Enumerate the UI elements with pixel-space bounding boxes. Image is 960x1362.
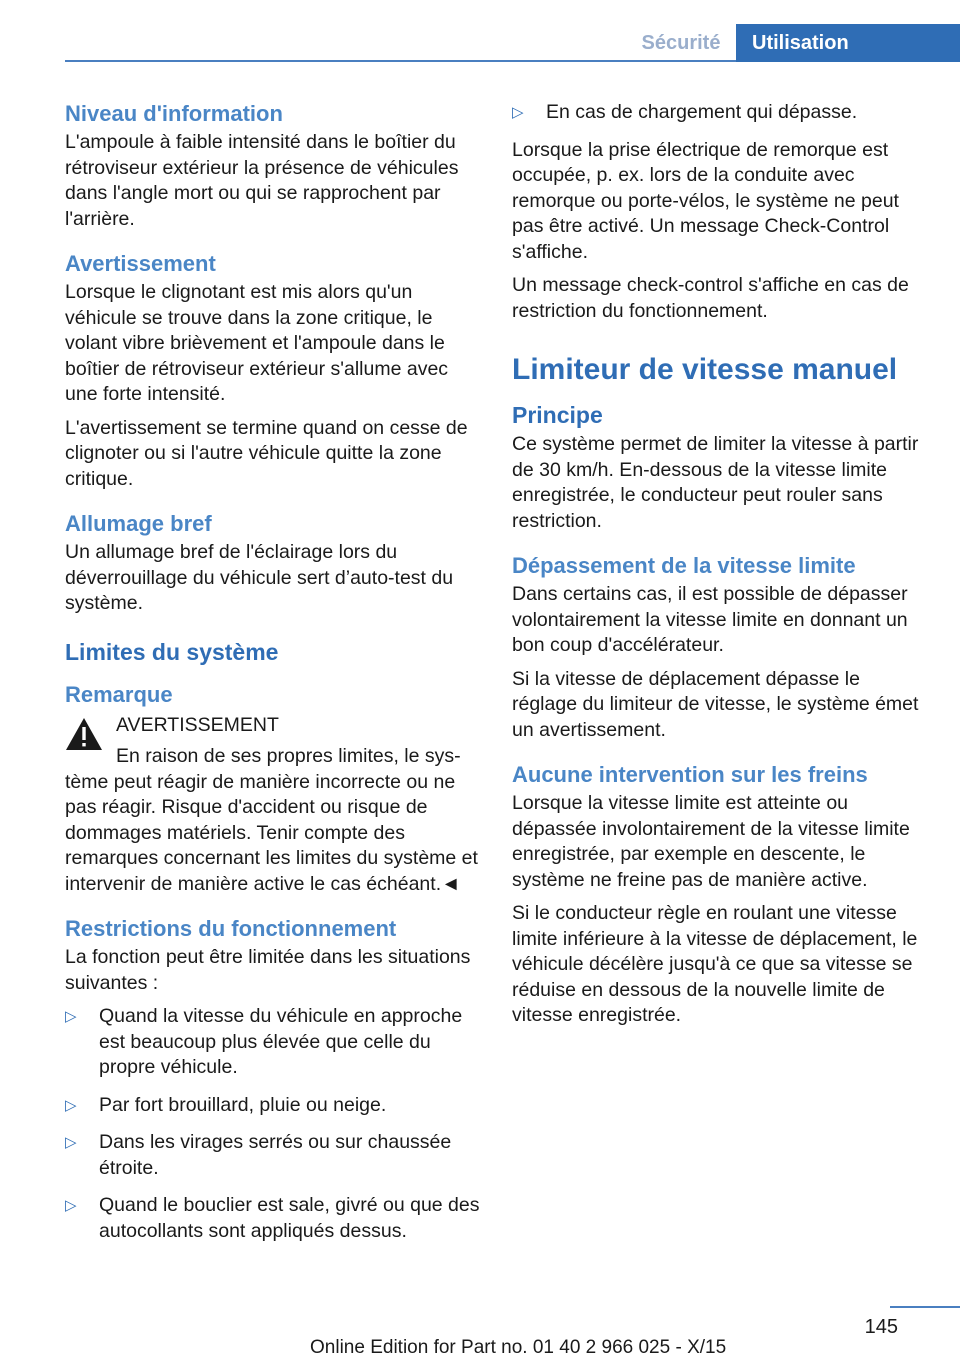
tab-securite[interactable]: Sécurité	[641, 32, 721, 54]
heading-limites-systeme: Limites du système	[65, 638, 279, 665]
paragraph-prise-remorque: Lorsque la prise électrique de remorque est occupée, p. ex. lors de la conduite avec remorque ou porte-vélos, le système ne peut pas être activé. Un message Check-Control s'affiche.	[512, 138, 899, 263]
paragraph-principe: Ce système permet de limiter la vitesse à partir de 30 km/h. En-dessous de la vitesse limite enregistrée, le conducteur peut rouler sans restriction.	[512, 433, 919, 532]
left-column	[65, 100, 480, 1256]
restrictions-list-continued	[512, 100, 930, 126]
warning-line-1: En raison de ses propres limites, le sys-	[116, 745, 461, 767]
list-item: ▷ Par fort brouillard, pluie ou neige.	[65, 1093, 480, 1119]
list-item: ▷ Quand le bouclier est sale, givré ou que des autocollants sont appliqués dessus.	[65, 1194, 480, 1242]
list-item: ▷ En cas de chargement qui dépasse.	[512, 100, 930, 126]
warning-body: tème peut réagir de manière incorrecte ou ne pas réagir. Risque d'accident ou risque de dommages matériels. Tenir compte des remarques concernant les limites du système et intervenir de manière active le cas échéant.◄	[65, 770, 478, 895]
warning-triangle-icon	[65, 717, 103, 751]
paragraph-aucune-intervention-2: Si le conducteur règle en roulant une vitesse limite inférieure à la vitesse de déplacement, le véhicule décélère jusqu'à ce que sa vitesse se réduise en dessous de la nouvelle limite de vitesse enregistrée.	[512, 902, 918, 1026]
restrictions-list	[65, 1004, 480, 1244]
heading-niveau-information: Niveau d'information	[65, 101, 283, 126]
bullet-arrow-icon: ▷	[65, 1008, 77, 1025]
paragraph-depassement-2: Si la vitesse de déplacement dépasse le réglage du limiteur de vitesse, le système émet un avertissement.	[512, 667, 919, 741]
paragraph-avertissement-1: Lorsque le clignotant est mis alors qu'un véhicule se trouve dans la zone critique, le volant vibre brièvement et l'ampoule dans le boîtier de rétroviseur extérieur s'allume avec une forte intensité.	[65, 281, 449, 405]
right-column	[512, 100, 930, 1037]
bullet-arrow-icon: ▷	[65, 1197, 77, 1214]
footer-rule	[890, 1306, 960, 1308]
tab-utilisation[interactable]: Utilisation	[736, 24, 960, 62]
paragraph-restrictions: La fonction peut être limitée dans les situations suivantes :	[65, 946, 471, 994]
bullet-arrow-icon: ▷	[65, 1134, 77, 1151]
heading-avertissement: Avertissement	[65, 251, 216, 276]
edition-line: Online Edition for Part no. 01 40 2 966 025 - X/15	[310, 1337, 727, 1358]
heading-limiteur-vitesse: Limiteur de vitesse manuel	[512, 353, 898, 386]
paragraph-depassement-1: Dans certains cas, il est possible de dépasser volontairement la vitesse limite en donnant un bon coup d'accélérateur.	[512, 583, 908, 656]
bullet-arrow-icon: ▷	[65, 1096, 77, 1114]
paragraph-niveau-information: L'ampoule à faible intensité dans le boîtier du rétroviseur extérieur la présence de véhicules dans l'angle mort ou qui se rapprochent par l'arrière.	[65, 131, 459, 230]
paragraph-check-control: Un message check-control s'affiche en cas de restriction du fonctionnement.	[512, 274, 909, 322]
heading-aucune-intervention: Aucune intervention sur les freins	[512, 762, 868, 787]
heading-allumage-bref: Allumage bref	[65, 511, 212, 536]
paragraph-allumage-bref: Un allumage bref de l'éclairage lors du déverrouillage du véhicule sert d’auto-test du système.	[65, 541, 454, 614]
page-number: 145	[864, 1316, 898, 1338]
heading-remarque: Remarque	[65, 681, 173, 707]
heading-restrictions: Restrictions du fonctionnement	[65, 916, 397, 941]
list-item: ▷ Dans les virages serrés ou sur chaussée étroite.	[65, 1131, 452, 1179]
warning-block	[65, 713, 480, 898]
bullet-arrow-icon: ▷	[512, 104, 524, 121]
warning-title: AVERTISSEMENT	[116, 713, 279, 736]
paragraph-avertissement-2: L'avertissement se termine quand on cesse de clignoter ou si l'autre véhicule quitte la zone critique.	[65, 416, 468, 490]
list-item: ▷ Quand la vitesse du véhicule en approche est beaucoup plus élevée que celle du propre véhicule.	[65, 1005, 463, 1078]
heading-principe: Principe	[512, 402, 603, 428]
paragraph-aucune-intervention-1: Lorsque la vitesse limite est atteinte ou dépassée involontairement de la vitesse limite enregistrée, par exemple en descente, le système ne freine pas de manière active.	[512, 792, 910, 891]
heading-depassement: Dépassement de la vitesse limite	[512, 553, 856, 578]
